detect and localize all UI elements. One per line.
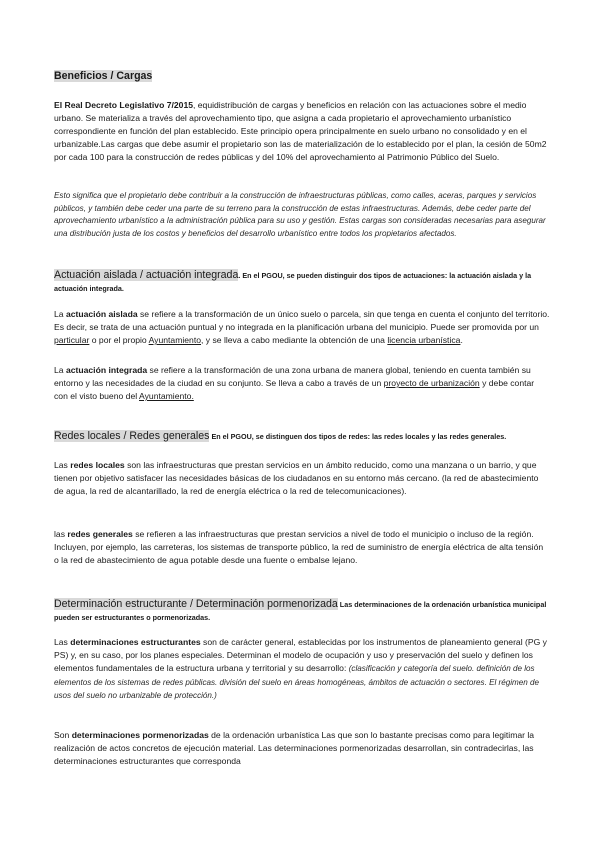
italic-paragraph: Esto significa que el propietario debe contribuir a la construcción de infraestructuras públicas, como calles, aceras, parques y servicios públicos, y también debe ceder una parte de su terreno para la construcción de estas infraestructuras. Además, debe ceder parte del aprovechamiento urbanístico a la administración pública para su uso y gestión. Estas cargas son consideradas necesarias para asegurar una distribución justa de los costos y beneficios del desarrollo urbanístico entre todos los propietarios afectados.	[54, 191, 546, 238]
paragraph: Las determinaciones estructurantes son de carácter general, establecidas por los instrumentos de planeamiento general (PG y PS) y, en su caso, por los planes especiales. Determinan el modelo de ocupación y uso y preservación del suelo y definen los elementos fundamentales de la estructura urbana y territorial y su desarrollo: (clasificación y categoría del suelo. definición de los elementos de los sistemas de redes públicas. división del suelo en áreas homogéneas, ámbitos de actuación o sectores. El régimen de usos del suelo no urbanizable de protección.)	[54, 637, 547, 701]
paragraph: La actuación aislada se refiere a la transformación de un único suelo o parcela, sin que tenga en cuenta el conjunto del territorio. Es decir, se trata de una actuación puntual y no integrada en la planificación urbana del municipio. Puede ser promovida por un particular o por el propio Ayuntamiento, y se lleva a cabo mediante la obtención de una licencia urbanística.	[54, 309, 550, 346]
link-ayuntamiento-2[interactable]: Ayuntamiento.	[139, 391, 194, 402]
paragraph: Son determinaciones pormenorizadas de la ordenación urbanística Las que son lo bastante precisas como para legitimar la realización de actos concretos de ejecución material. Las determinaciones pormenorizadas desarrollan, sin contradecirlas, las determinaciones estructurantes que corresponda	[54, 730, 535, 767]
paragraph: El Real Decreto Legislativo 7/2015, equidistribución de cargas y beneficios en relación con las actuaciones sobre el medio urbano. Se materializa a través del aprovechamiento tipo, que asigna a cada propietario el aprovechamiento urbanístico correspondiente en función del plan establecido. Este principio opera principalmente en suelo urbano no consolidado y en el urbanizable.Las cargas que debe asumir el propietario son las de materialización de lo establecido por el plan, la cesión de 50m2 por cada 100 para la construcción de redes públicas y del 10% del aprovechamiento al Patrimonio Público del Suelo.	[54, 100, 547, 163]
link-ayuntamiento[interactable]: Ayuntamiento	[148, 335, 202, 346]
paragraph: Las redes locales son las infraestructuras que prestan servicios en un ámbito reducido, como una manzana o un barrio, y que tienen por objetivo satisfacer las necesidades básicas de los ciudadanos en su entorno más cercano. (la red de abastecimiento de agua, la red de alcantarillado, la red de energía eléctrica o la red de telecomunicaciones).	[54, 460, 539, 497]
section-beneficios	[54, 70, 550, 83]
link-particular[interactable]: particular	[54, 335, 90, 346]
link-licencia-urbanistica[interactable]: licencia urbanística	[387, 335, 461, 346]
section-redes: Redes locales / Redes generales En el PGOU, se distinguen dos tipos de redes: las redes locales y las redes generales.	[54, 430, 507, 442]
section-heading: Beneficios / Cargas	[54, 70, 153, 82]
paragraph: La actuación integrada se refiere a la transformación de una zona urbana de manera global, teniendo en cuenta también su entorno y las necesidades de la ciudad en su conjunto. Se lleva a cabo a través de un proyecto de urbanización y debe contar con el visto bueno del Ayuntamiento.	[54, 365, 535, 402]
paragraph: las redes generales se refieren a las infraestructuras que prestan servicios a nivel de todo el municipio o incluso de la región. Incluyen, por ejemplo, las carreteras, los sistemas de transporte público, la red de suministro de energía eléctrica de alta tensión o la red de abastecimiento de agua potable desde una fuente o embalse lejano.	[54, 529, 544, 566]
section-actuacion: Actuación aislada / actuación integrada. En el PGOU, se pueden distinguir dos tipos de actuaciones: la actuación aislada y la actuación integrada.	[54, 269, 532, 293]
link-proyecto-urbanizacion[interactable]: proyecto de urbanización	[383, 378, 480, 389]
section-determinacion: Determinación estructurante / Determinación pormenorizada Las determinaciones de la ordenación urbanística municipal pueden ser estructurantes o pormenorizadas.	[54, 598, 547, 622]
